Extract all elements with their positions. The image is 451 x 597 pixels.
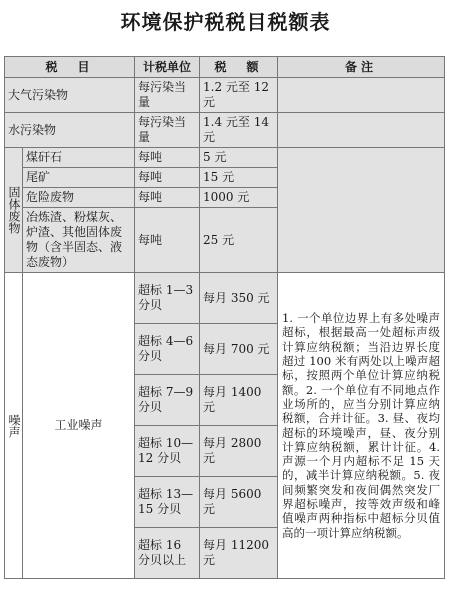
item-cell: 危险废物 [23,188,135,208]
page-title: 环境保护税税目税额表 [120,10,331,34]
group-label-noise: 噪声 [5,273,23,579]
amount-cell: 每月 5600 元 [200,477,278,528]
amount-cell: 每月 1400 元 [200,375,278,426]
header-unit: 计税单位 [135,57,200,78]
item-cell: 煤矸石 [23,148,135,168]
amount-cell: 1.2 元至 12 元 [200,78,278,113]
amount-cell: 每月 11200 元 [200,528,278,579]
amount-cell: 15 元 [200,168,278,188]
unit-cell: 超标 10—12 分贝 [135,426,200,477]
table-row [5,113,445,148]
amount-cell: 5 元 [200,148,278,168]
unit-cell: 超标 7—9 分贝 [135,375,200,426]
note-cell [278,113,445,148]
unit-cell: 超标 4—6 分贝 [135,324,200,375]
amount-cell: 1.4 元至 14 元 [200,113,278,148]
note-cell [278,78,445,113]
unit-cell: 每污染当量 [135,78,200,113]
unit-cell: 超标 1—3 分贝 [135,273,200,324]
note-cell [278,148,445,273]
header-item: 税 目 [5,57,135,78]
item-cell: 尾矿 [23,168,135,188]
group-label-solid-waste: 固体废物 [5,148,23,273]
amount-cell: 25 元 [200,208,278,273]
unit-cell: 每污染当量 [135,113,200,148]
unit-cell: 超标 16 分贝以上 [135,528,200,579]
header-note: 备注 [278,57,445,78]
table-header-row [5,57,445,78]
noise-note: 1. 一个单位边界上有多处噪声超标，根据最高一处超标声级计算应纳税额；当沿边界长度超过 100 米有两处以上噪声超标，按照两个单位计算应纳税额。2. 一个单位有不同地点作业场所的，应当分别计算应纳税额，合并计征。3. 昼、夜均超标的环境噪声，昼、夜分别计算应纳税额，累计计征。4. 声源一个月内超标不足 15 天的，减半计算应纳税额。5. 夜间频繁突发和夜间偶然突发厂界超标噪声，按等效声级和峰值噪声两种指标中超标分贝值高的一项计算应纳税额。 [278,273,445,579]
noise-sub-label: 工业噪声 [23,273,135,579]
amount-cell: 1000 元 [200,188,278,208]
unit-cell: 每吨 [135,168,200,188]
unit-cell: 每吨 [135,148,200,168]
item-cell: 冶炼渣、粉煤灰、炉渣、其他固体废物（含半固态、液态废物） [23,208,135,273]
amount-cell: 每月 2800 元 [200,426,278,477]
amount-cell: 每月 350 元 [200,273,278,324]
table-row [5,273,445,324]
unit-cell: 超标 13—15 分贝 [135,477,200,528]
item-cell: 大气污染物 [5,78,135,113]
unit-cell: 每吨 [135,208,200,273]
table-row [5,148,445,168]
item-cell: 水污染物 [5,113,135,148]
amount-cell: 每月 700 元 [200,324,278,375]
table-row [5,78,445,113]
tax-rate-table [4,56,445,579]
header-amount: 税 额 [200,57,278,78]
unit-cell: 每吨 [135,188,200,208]
